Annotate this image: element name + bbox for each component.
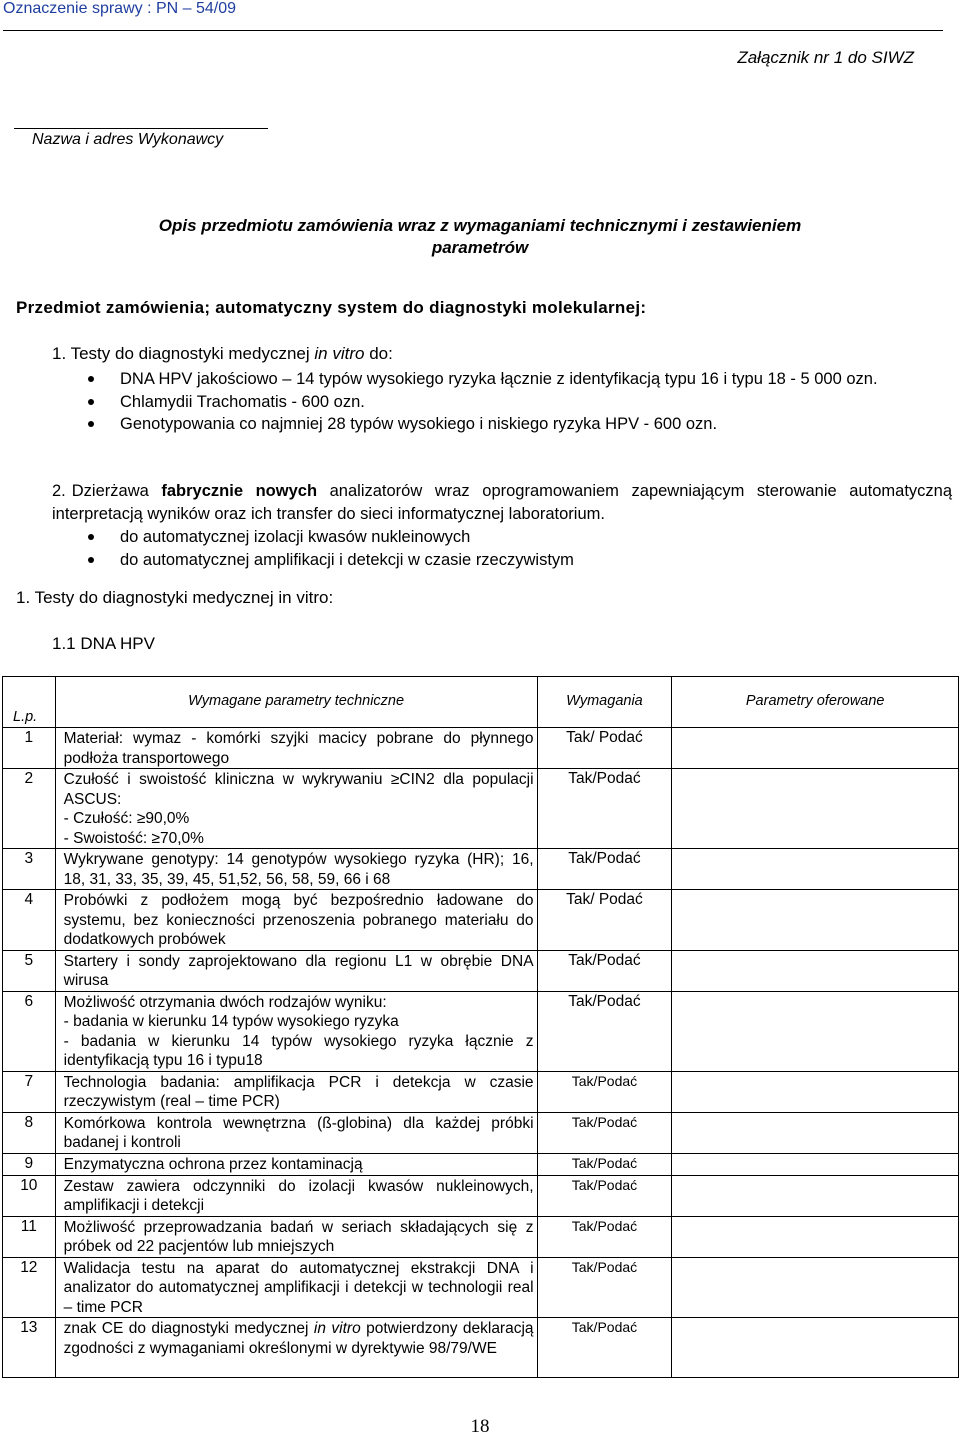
row-requirement [537,1257,672,1318]
title-line-2: parametrów [431,238,529,257]
contractor-signature-line [14,128,268,129]
bullet-item: Chlamydii Trachomatis - 600 ozn. [88,391,954,414]
row-requirement [537,1112,672,1153]
table-row [3,1216,959,1257]
heading-text-end: do: [364,344,393,363]
table-row [3,1153,959,1175]
row-number: 7 [3,1071,56,1112]
row-description: Komórkowa kontrola wewnętrzna (ß-globina) dla każdej próbki badanej i kontroli [55,1112,537,1153]
row-requirement: Tak/ Podać [537,890,672,951]
column-header-requirements: Wymagania [537,677,672,728]
paragraph-text: Dzierżawa [71,482,162,500]
row-offered-value[interactable] [672,1318,959,1378]
section-2-bullet-list [88,526,948,572]
row-description: Wykrywane genotypy: 14 genotypów wysokiego ryzyka (HR); 16, 18, 31, 33, 35, 39, 45, 51,52, 56, 58, 59, 66 i 68 [55,849,537,890]
table-header-row [3,677,959,728]
table-row [3,1257,959,1318]
row-description: Walidacja testu na aparat do automatycznej ekstrakcji DNA i analizator do automatycznej amplifikacji i detekcji w technologii real – time PCR [55,1257,537,1318]
row-number: 4 [3,890,56,951]
section-1-bullet-list [88,368,954,436]
table-row [3,1175,959,1216]
requirements-table [2,676,959,1378]
case-reference: Oznaczenie sprawy : PN – 54/09 [3,0,237,17]
requirement-text: Tak/Podać [571,1176,638,1193]
requirement-text: Tak/Podać [571,1154,638,1171]
row-offered-value[interactable] [672,849,959,890]
row-description: Materiał: wymaz - komórki szyjki macicy pobrane do płynnego podłoża transportowego [55,728,537,769]
row-description [55,1318,537,1378]
requirement-text: Tak/Podać [571,1319,638,1335]
row-requirement: Tak/Podać [537,769,672,849]
row-offered-value[interactable] [672,890,959,951]
row-offered-value[interactable] [672,1216,959,1257]
row-description: Możliwość przeprowadzania badań w seriach składających się z próbek od 22 pacjentów lub mniejszych [55,1216,537,1257]
row-offered-value[interactable] [672,728,959,769]
section-number: 2. [52,482,66,500]
row-number: 3 [3,849,56,890]
order-subject: Przedmiot zamówienia; automatyczny system do diagnostyki molekularnej: [16,298,647,317]
row-description: Technologia badania: amplifikacja PCR i detekcja w czasie rzeczywistym (real – time PCR) [55,1071,537,1112]
row-number: 8 [3,1112,56,1153]
row-requirement: Tak/Podać [537,849,672,890]
description-text: znak CE do diagnostyki medycznej [63,1320,314,1337]
row-description: Startery i sondy zaprojektowano dla regionu L1 w obrębie DNA wirusa [55,950,537,991]
row-requirement [537,1318,672,1378]
row-number: 12 [3,1257,56,1318]
row-offered-value[interactable] [672,1153,959,1175]
table-row [3,769,959,849]
table-row [3,991,959,1071]
row-number: 6 [3,991,56,1071]
requirement-text: Tak/Podać [571,1113,638,1130]
table-row [3,1071,959,1112]
table-row [3,728,959,769]
title-line-1: Opis przedmiotu zamówienia wraz z wymaganiami technicznymi i zestawieniem [158,216,802,235]
row-requirement: Tak/Podać [537,991,672,1071]
description-text-end: potwierdzony deklaracją zgodności z wymaganiami określonymi w dyrektywie 98/79/WE [63,1320,534,1357]
document-title [0,215,960,259]
bullet-item: do automatycznej amplifikacji i detekcji w czasie rzeczywistym [88,549,948,572]
bullet-item: Genotypowania co najmniej 28 typów wysokiego i niskiego ryzyka HPV - 600 ozn. [88,413,954,436]
table-row [3,890,959,951]
table-row [3,1318,959,1378]
row-description: Probówki z podłożem mogą być bezpośrednio ładowane do systemu, bez konieczności przenoszenia pobranego materiału do dodatkowych probówek [55,890,537,951]
row-offered-value[interactable] [672,950,959,991]
row-number: 13 [3,1318,56,1378]
row-requirement: Tak/Podać [537,950,672,991]
table-row [3,950,959,991]
row-number: 9 [3,1153,56,1175]
annex-label: Załącznik nr 1 do SIWZ [737,48,914,67]
requirement-text: Tak/Podać [571,1217,638,1234]
tests-heading: 1. Testy do diagnostyki medycznej in vitro: [16,588,334,607]
row-number: 1 [3,728,56,769]
row-number: 11 [3,1216,56,1257]
paragraph-bold: fabrycznie nowych [161,482,318,500]
page-number: 18 [470,1416,490,1437]
row-description: Czułość i swoistość kliniczna w wykrywaniu ≥CIN2 dla populacji ASCUS: - Czułość: ≥90,0% - Swoistość: ≥70,0% [55,769,537,849]
column-header-offered: Parametry oferowane [672,677,959,728]
row-requirement [537,1153,672,1175]
row-number: 10 [3,1175,56,1216]
row-offered-value[interactable] [672,1071,959,1112]
table-row [3,849,959,890]
row-description: Zestaw zawiera odczynniki do izolacji kwasów nukleinowych, amplifikacji i detekcji [55,1175,537,1216]
row-offered-value[interactable] [672,991,959,1071]
section-1-heading [52,344,393,364]
row-requirement [537,1175,672,1216]
table-row [3,1112,959,1153]
row-requirement [537,1216,672,1257]
row-description: Możliwość otrzymania dwóch rodzajów wyniku: - badania w kierunku 14 typów wysokiego ryzyka - badania w kierunku 14 typów wysokiego ryzyka łącznie z identyfikacją typu 16 i typu18 [55,991,537,1071]
row-number: 2 [3,769,56,849]
heading-italic: in vitro [314,344,365,363]
dna-hpv-heading: 1.1 DNA HPV [52,634,155,653]
header-rule [3,30,943,31]
column-header-lp: L.p. [3,677,56,728]
row-description: Enzymatyczna ochrona przez kontaminacją [55,1153,537,1175]
row-offered-value[interactable] [672,1175,959,1216]
contractor-label: Nazwa i adres Wykonawcy [32,131,224,148]
row-offered-value[interactable] [672,1112,959,1153]
description-italic: in vitro [313,1320,361,1337]
column-header-params: Wymagane parametry techniczne [55,677,537,728]
paragraph-text-end: analizatorów wraz oprogramowaniem zapewniającym sterowanie automatyczną interpretacją wyników oraz ich transfer do sieci informatycznej laboratorium. [52,482,953,523]
row-number: 5 [3,950,56,991]
row-offered-value[interactable] [672,769,959,849]
requirement-text: Tak/Podać [571,1072,638,1089]
row-requirement [537,1071,672,1112]
row-offered-value[interactable] [672,1257,959,1318]
heading-text: 1. Testy do diagnostyki medycznej [52,344,315,363]
bullet-item: do automatycznej izolacji kwasów nukleinowych [88,526,948,549]
row-requirement: Tak/ Podać [537,728,672,769]
bullet-item: DNA HPV jakościowo – 14 typów wysokiego ryzyka łącznie z identyfikacją typu 16 i typu 18 - 5 000 ozn. [88,368,954,391]
section-2-paragraph [52,480,952,525]
requirement-text: Tak/Podać [571,1258,638,1275]
